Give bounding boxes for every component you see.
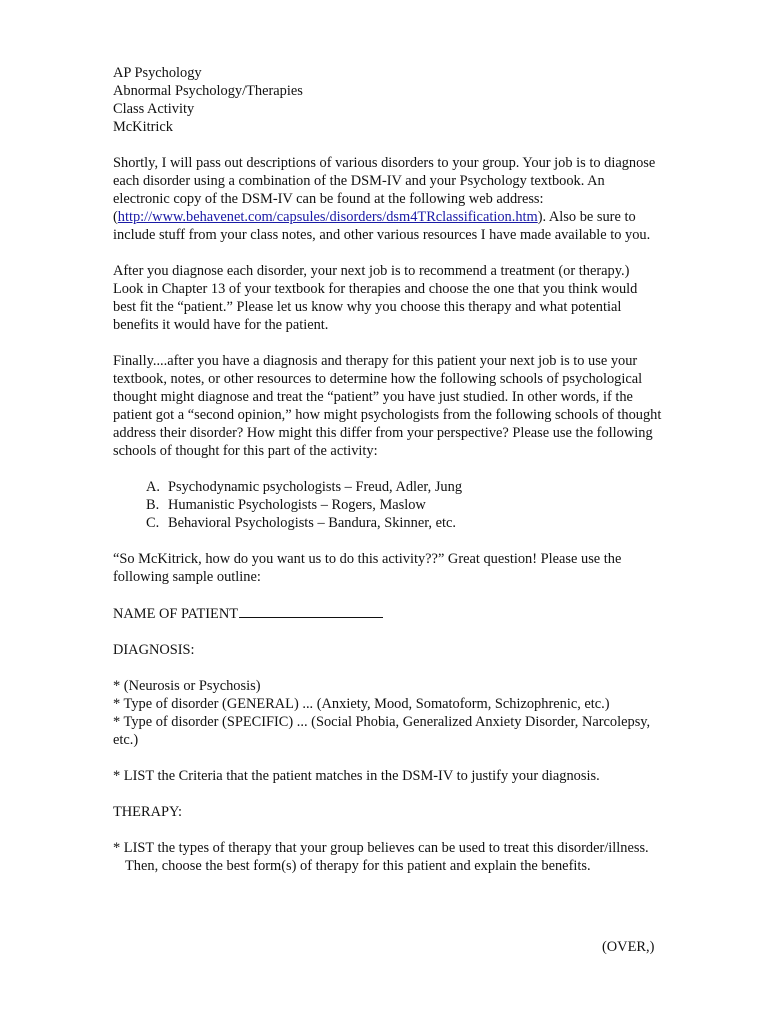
diagnosis-heading: DIAGNOSIS:	[113, 642, 195, 658]
patient-name-label: NAME OF PATIENT	[113, 606, 238, 622]
document-body	[113, 64, 663, 875]
list-item	[146, 514, 663, 532]
list-item: * (Neurosis or Psychosis)	[113, 678, 261, 694]
unit-name: Abnormal Psychology/Therapies	[113, 83, 303, 99]
intro-text-before-link: Shortly, I will pass out descriptions of various disorders to your group. Your job is to diagnose each disorder using a combination of the DSM-IV and your Psychology textbook. An electronic copy of the DSM-IV can be found at the following web address: (	[113, 155, 656, 225]
activity-type: Class Activity	[113, 101, 195, 117]
therapy-item: * LIST the types of therapy that your group believes can be used to treat this disorder/illness. Then, choose the best form(s) of therapy for this patient and explain the benefits.	[113, 840, 649, 874]
list-item-label: A.	[146, 479, 160, 495]
schools-list	[113, 478, 663, 532]
document-header	[113, 64, 663, 136]
list-item-text: Humanistic Psychologists – Rogers, Maslow	[168, 497, 426, 513]
list-item-label: C.	[146, 515, 160, 531]
therapy-heading: THERAPY:	[113, 804, 183, 820]
list-item-label: B.	[146, 497, 160, 513]
patient-name-blank	[239, 604, 383, 618]
patient-name-line	[113, 604, 663, 623]
course-name: AP Psychology	[113, 65, 202, 81]
criteria-item: * LIST the Criteria that the patient matches in the DSM-IV to justify your diagnosis.	[113, 768, 600, 784]
teacher-name: McKitrick	[113, 119, 173, 135]
dsm-link[interactable]: http://www.behavenet.com/capsules/disorders/dsm4TRclassification.htm	[117, 209, 538, 225]
question-paragraph: “So McKitrick, how do you want us to do this activity??” Great question! Please use the following sample outline:	[113, 551, 622, 585]
intro-paragraph	[113, 154, 663, 244]
list-item-text: Psychodynamic psychologists – Freud, Adler, Jung	[168, 479, 463, 495]
list-item	[146, 478, 663, 496]
intro-text-after-link: ). Also be sure to include stuff from your class notes, and other various resources I have made available to you.	[113, 209, 651, 243]
list-item: * Type of disorder (SPECIFIC) ... (Social Phobia, Generalized Anxiety Disorder, Narcolepsy, etc.)	[113, 714, 651, 748]
over-note: (OVER,)	[602, 939, 655, 955]
diagnosis-list	[113, 677, 663, 749]
list-item-text: Behavioral Psychologists – Bandura, Skinner, etc.	[168, 515, 456, 531]
list-item	[146, 496, 663, 514]
list-item: * Type of disorder (GENERAL) ... (Anxiety, Mood, Somatoform, Schizophrenic, etc.)	[113, 696, 610, 712]
treatment-paragraph: After you diagnose each disorder, your next job is to recommend a treatment (or therapy.) Look in Chapter 13 of your textbook for therapies and choose the one that you think would best fit the “patient.” Please let us know why you choose this therapy and what potential benefits it would have for the patient.	[113, 263, 638, 333]
finally-paragraph: Finally....after you have a diagnosis and therapy for this patient your next job is to use your textbook, notes, or other resources to determine how the following schools of psychological thought might diagnose and treat the “patient” you have just studied. In other words, if the patient got a “second opinion,” how might psychologists from the following schools of thought address their disorder? How might this differ from your perspective? Please use the following schools of thought for this part of the activity:	[113, 353, 662, 459]
